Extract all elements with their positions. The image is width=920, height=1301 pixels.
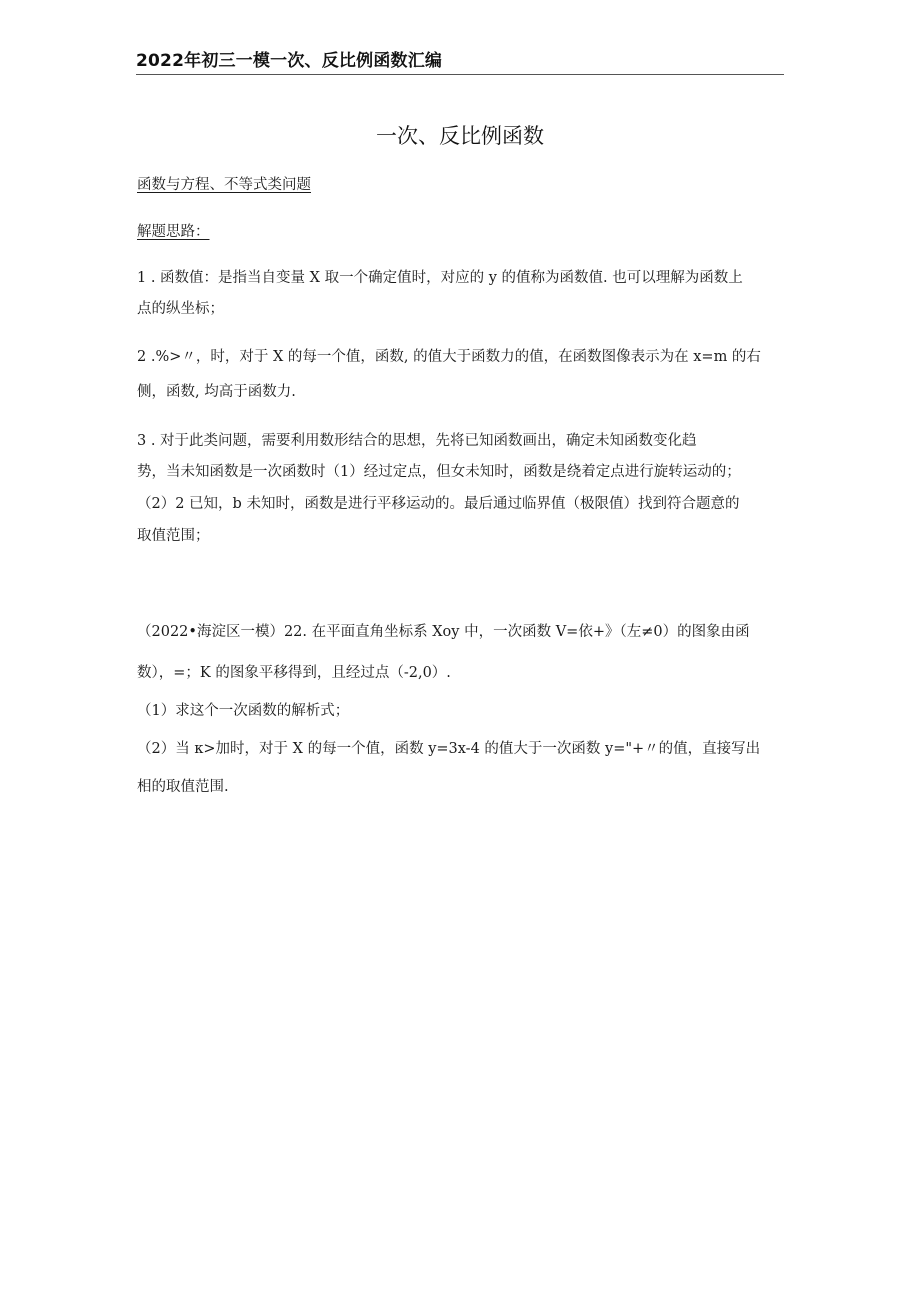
- problem-line-1: （2022•海淀区一模）22. 在平面直角坐标系 Xoy 中，一次函数 V=依+》（左≠0）的图象由函: [137, 624, 750, 640]
- problem-part-1: （1）求这个一次函数的解析式；: [137, 703, 350, 719]
- section-heading: 函数与方程、不等式类问题: [137, 177, 311, 193]
- point-3-line-1: 3 . 对于此类问题，需要利用数形结合的思想，先将已知函数画出，确定未知函数变化趋: [137, 433, 697, 449]
- problem-part-2-line-1: （2）当 κ>加时，对于 X 的每一个值，函数 y=3x-4 的值大于一次函数 y="+〃的值，直接写出: [137, 741, 761, 757]
- point-3-line-3: （2）2 已知，b 未知时，函数是进行平移运动的。最后通过临界值（极限值）找到符合题意的: [137, 496, 740, 512]
- point-2-line-1: 2 .%>〃，时，对于 X 的每一个值，函数, 的值大于函数力的值，在函数图像表示为在 x=m 的右: [137, 349, 761, 365]
- page-header: [136, 50, 784, 75]
- point-3-line-4: 取值范围；: [137, 528, 210, 544]
- document-title: 一次、反比例函数: [376, 124, 544, 148]
- problem-part-2-line-2: 相的取值范围.: [137, 779, 229, 795]
- point-1-line-1: 1 . 函数值：是指当自变量 X 取一个确定值时，对应的 y 的值称为函数值. 也可以理解为函数上: [137, 270, 743, 286]
- problem-line-2: 数），=；K 的图象平移得到，且经过点（-2,0）.: [137, 665, 451, 681]
- approach-label: 解题思路：: [137, 224, 210, 240]
- point-2-line-2: 侧，函数, 均高于函数力.: [137, 384, 296, 400]
- header-title: 2022年初三一模一次、反比例函数汇编: [136, 51, 443, 71]
- point-3-line-2: 势，当未知函数是一次函数时（1）经过定点，但女未知时，函数是绕着定点进行旋转运动的；: [137, 464, 741, 480]
- point-1-line-2: 点的纵坐标；: [137, 301, 224, 317]
